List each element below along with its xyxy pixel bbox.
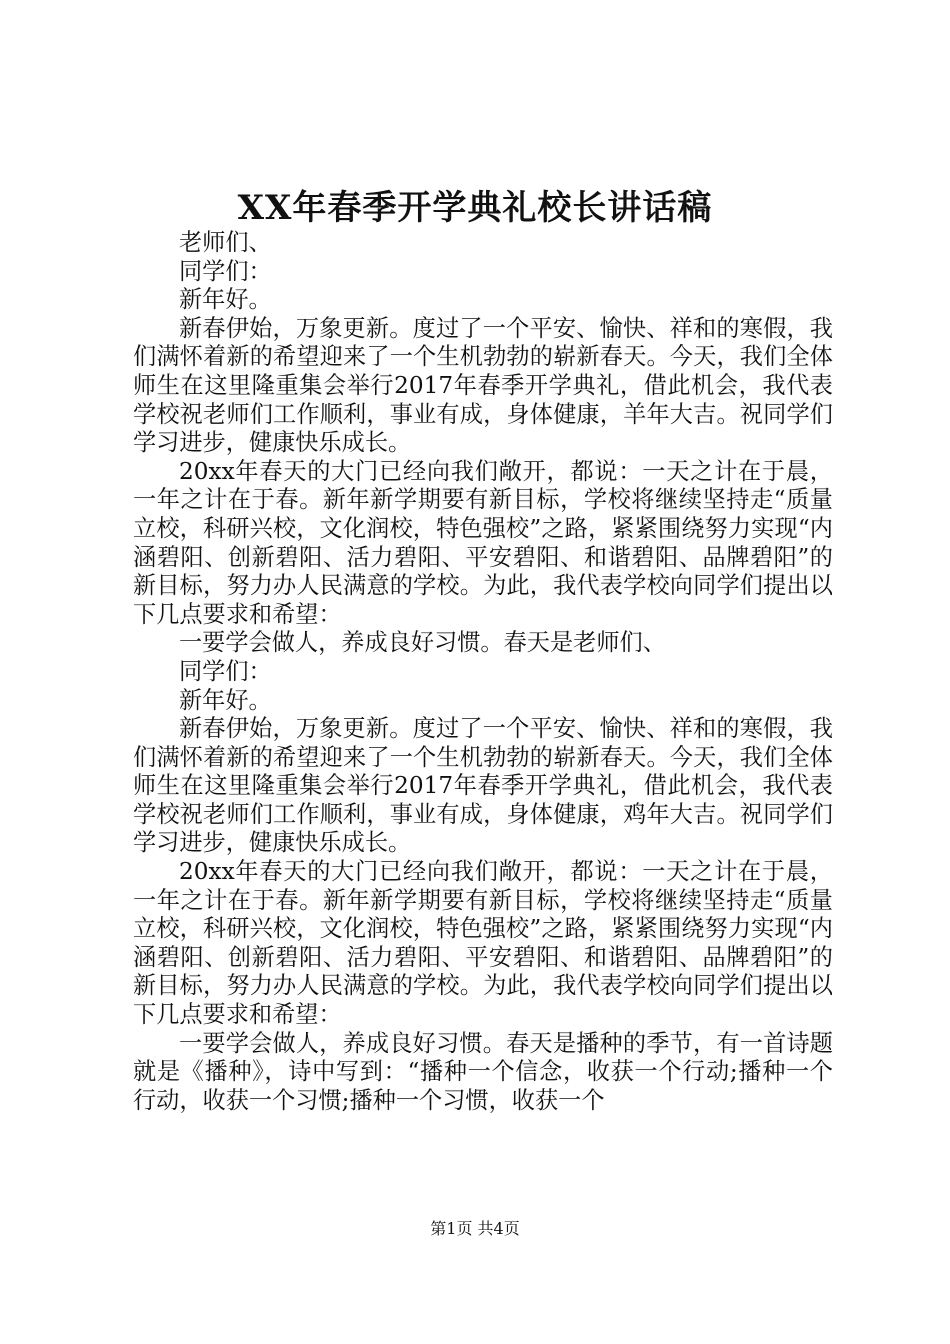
paragraph: 新春伊始，万象更新。度过了一个平安、愉快、祥和的寒假，我们满怀着新的希望迎来了一个生机勃勃的崭新春天。今天，我们全体师生在这里隆重集会举行2017年春季开学典礼，借此机会，我代表学校祝老师们工作顺利，事业有成，身体健康，羊年大吉。祝同学们学习进步，健康快乐成长。: [133, 314, 833, 457]
paragraph: 20xx年春天的大门已经向我们敞开，都说：一天之计在于晨，一年之计在于春。新年新学期要有新目标，学校将继续坚持走“质量立校，科研兴校，文化润校，特色强校”之路，紧紧围绕努力实现“内涵碧阳、创新碧阳、活力碧阳、平安碧阳、和谐碧阳、品牌碧阳”的新目标，努力办人民满意的学校。为此，我代表学校向同学们提出以下几点要求和希望：: [133, 457, 833, 628]
page-number-footer: 第1页 共4页: [430, 1219, 520, 1238]
paragraph: 新年好。: [179, 286, 272, 314]
document-body: [133, 229, 833, 1115]
document-title: XX年春季开学典礼校长讲话稿: [237, 188, 713, 228]
paragraph: 20xx年春天的大门已经向我们敞开，都说：一天之计在于晨，一年之计在于春。新年新学期要有新目标，学校将继续坚持走“质量立校，科研兴校，文化润校，特色强校”之路，紧紧围绕努力实现“内涵碧阳、创新碧阳、活力碧阳、平安碧阳、和谐碧阳、品牌碧阳”的新目标，努力办人民满意的学校。为此，我代表学校向同学们提出以下几点要求和希望：: [133, 858, 833, 1029]
paragraph: 一要学会做人，养成良好习惯。春天是老师们、: [179, 629, 666, 657]
paragraph: 新年好。: [179, 686, 272, 714]
paragraph: 同学们：: [179, 257, 272, 285]
paragraph: 一要学会做人，养成良好习惯。春天是播种的季节，有一首诗题就是《播种》，诗中写到：“播种一个信念，收获一个行动;播种一个行动，收获一个习惯;播种一个习惯，收获一个: [133, 1029, 833, 1114]
paragraph: 老师们、: [179, 229, 272, 256]
paragraph: 新春伊始，万象更新。度过了一个平安、愉快、祥和的寒假，我们满怀着新的希望迎来了一个生机勃勃的崭新春天。今天，我们全体师生在这里隆重集会举行2017年春季开学典礼，借此机会，我代表学校祝老师们工作顺利，事业有成，身体健康，鸡年大吉。祝同学们学习进步，健康快乐成长。: [133, 715, 833, 857]
paragraph: 同学们：: [179, 657, 272, 685]
